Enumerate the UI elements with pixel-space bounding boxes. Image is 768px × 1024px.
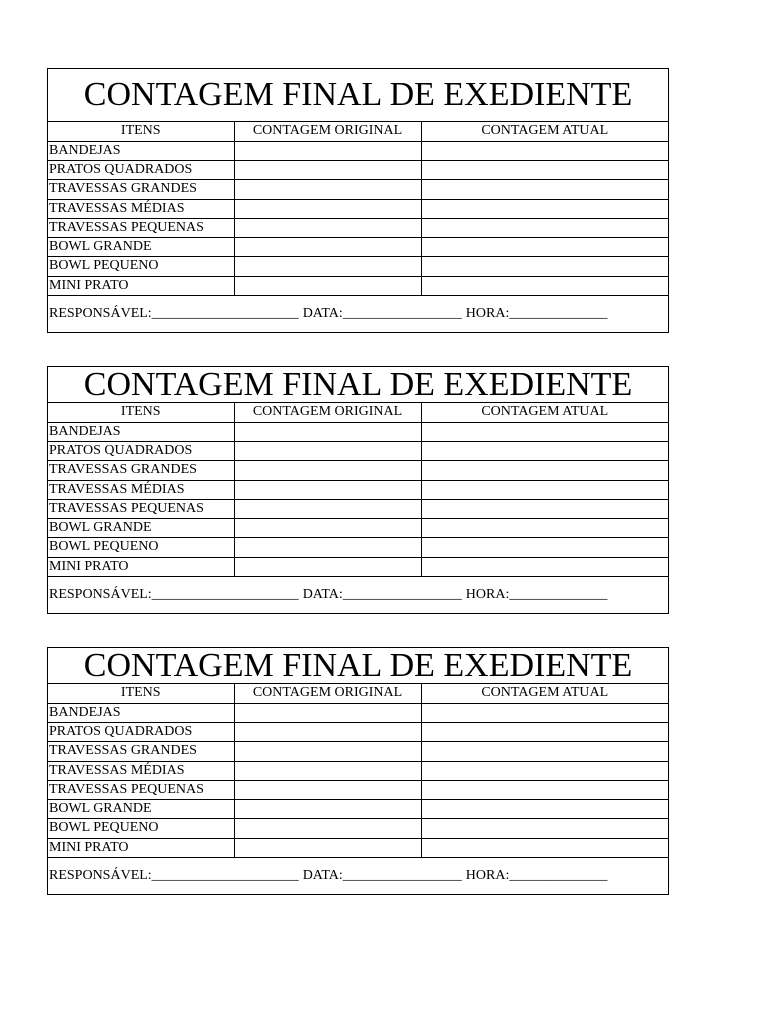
table-row (48, 257, 668, 276)
item-name: TRAVESSAS MÉDIAS (48, 199, 234, 218)
contagem-original-cell[interactable] (234, 838, 421, 857)
hora-field[interactable]: HORA:______________ (465, 586, 608, 602)
table-row (48, 442, 668, 461)
contagem-atual-cell[interactable] (421, 276, 668, 295)
table-row (48, 276, 668, 295)
item-name: BANDEJAS (48, 703, 234, 722)
contagem-atual-cell[interactable] (421, 442, 668, 461)
contagem-original-cell[interactable] (234, 761, 421, 780)
item-name: MINI PRATO (48, 838, 234, 857)
table-row (48, 422, 668, 441)
table-row (48, 499, 668, 518)
table-row (48, 218, 668, 237)
contagem-original-cell[interactable] (234, 461, 421, 480)
table-row (48, 238, 668, 257)
responsavel-field[interactable]: RESPONSÁVEL:_____________________ (49, 586, 299, 602)
contagem-original-cell[interactable] (234, 199, 421, 218)
table-row (48, 742, 668, 761)
contagem-atual-cell[interactable] (421, 218, 668, 237)
contagem-original-cell[interactable] (234, 538, 421, 557)
item-name: MINI PRATO (48, 276, 234, 295)
item-name: BOWL PEQUENO (48, 819, 234, 838)
item-name: TRAVESSAS PEQUENAS (48, 499, 234, 518)
count-table (48, 122, 668, 296)
contagem-atual-cell[interactable] (421, 519, 668, 538)
contagem-atual-cell[interactable] (421, 238, 668, 257)
item-name: BANDEJAS (48, 141, 234, 160)
contagem-original-cell[interactable] (234, 723, 421, 742)
table-row (48, 141, 668, 160)
responsavel-field[interactable]: RESPONSÁVEL:_____________________ (49, 305, 299, 321)
contagem-atual-cell[interactable] (421, 480, 668, 499)
data-field[interactable]: DATA:_________________ (302, 305, 462, 321)
item-name: TRAVESSAS GRANDES (48, 180, 234, 199)
table-row (48, 161, 668, 180)
hora-field[interactable]: HORA:______________ (465, 305, 608, 321)
contagem-atual-cell[interactable] (421, 499, 668, 518)
table-row (48, 838, 668, 857)
table-row (48, 703, 668, 722)
header-itens: ITENS (48, 122, 234, 141)
contagem-atual-cell[interactable] (421, 161, 668, 180)
contagem-atual-cell[interactable] (421, 199, 668, 218)
hora-field[interactable]: HORA:______________ (465, 867, 608, 883)
contagem-original-cell[interactable] (234, 557, 421, 576)
count-form-2 (47, 366, 669, 614)
header-row (48, 684, 668, 703)
contagem-atual-cell[interactable] (421, 819, 668, 838)
contagem-original-cell[interactable] (234, 480, 421, 499)
contagem-atual-cell[interactable] (421, 422, 668, 441)
count-form-1 (47, 68, 669, 333)
contagem-atual-cell[interactable] (421, 141, 668, 160)
contagem-original-cell[interactable] (234, 819, 421, 838)
contagem-atual-cell[interactable] (421, 838, 668, 857)
item-name: TRAVESSAS GRANDES (48, 742, 234, 761)
item-name: BANDEJAS (48, 422, 234, 441)
count-table (48, 684, 668, 858)
contagem-atual-cell[interactable] (421, 800, 668, 819)
header-contagem-atual: CONTAGEM ATUAL (421, 684, 668, 703)
item-name: PRATOS QUADRADOS (48, 161, 234, 180)
header-contagem-atual: CONTAGEM ATUAL (421, 403, 668, 422)
data-field[interactable]: DATA:_________________ (302, 586, 462, 602)
item-rows (48, 422, 668, 576)
table-row (48, 199, 668, 218)
contagem-original-cell[interactable] (234, 422, 421, 441)
contagem-original-cell[interactable] (234, 218, 421, 237)
item-name: BOWL GRANDE (48, 238, 234, 257)
contagem-original-cell[interactable] (234, 703, 421, 722)
table-row (48, 780, 668, 799)
header-row (48, 122, 668, 141)
item-name: TRAVESSAS MÉDIAS (48, 761, 234, 780)
header-itens: ITENS (48, 403, 234, 422)
item-name: TRAVESSAS PEQUENAS (48, 780, 234, 799)
contagem-original-cell[interactable] (234, 442, 421, 461)
header-itens: ITENS (48, 684, 234, 703)
contagem-atual-cell[interactable] (421, 557, 668, 576)
contagem-atual-cell[interactable] (421, 780, 668, 799)
data-field[interactable]: DATA:_________________ (302, 867, 462, 883)
contagem-atual-cell[interactable] (421, 538, 668, 557)
contagem-original-cell[interactable] (234, 742, 421, 761)
header-row (48, 403, 668, 422)
form-title: CONTAGEM FINAL DE EXEDIENTE (48, 367, 668, 403)
contagem-atual-cell[interactable] (421, 461, 668, 480)
item-name: BOWL GRANDE (48, 800, 234, 819)
contagem-atual-cell[interactable] (421, 723, 668, 742)
item-name: BOWL PEQUENO (48, 257, 234, 276)
contagem-atual-cell[interactable] (421, 703, 668, 722)
responsavel-field[interactable]: RESPONSÁVEL:_____________________ (49, 867, 299, 883)
table-row (48, 557, 668, 576)
item-name: MINI PRATO (48, 557, 234, 576)
contagem-atual-cell[interactable] (421, 742, 668, 761)
contagem-original-cell[interactable] (234, 257, 421, 276)
table-row (48, 723, 668, 742)
table-row (48, 819, 668, 838)
table-row (48, 800, 668, 819)
table-row (48, 519, 668, 538)
item-name: BOWL PEQUENO (48, 538, 234, 557)
contagem-original-cell[interactable] (234, 161, 421, 180)
table-row (48, 761, 668, 780)
contagem-original-cell[interactable] (234, 519, 421, 538)
contagem-original-cell[interactable] (234, 238, 421, 257)
contagem-original-cell[interactable] (234, 499, 421, 518)
table-row (48, 180, 668, 199)
item-name: TRAVESSAS GRANDES (48, 461, 234, 480)
header-contagem-original: CONTAGEM ORIGINAL (234, 403, 421, 422)
item-rows (48, 703, 668, 857)
form-title: CONTAGEM FINAL DE EXEDIENTE (48, 69, 668, 122)
item-name: TRAVESSAS PEQUENAS (48, 218, 234, 237)
item-name: PRATOS QUADRADOS (48, 442, 234, 461)
table-row (48, 480, 668, 499)
item-name: BOWL GRANDE (48, 519, 234, 538)
count-table (48, 403, 668, 577)
contagem-original-cell[interactable] (234, 800, 421, 819)
item-name: TRAVESSAS MÉDIAS (48, 480, 234, 499)
contagem-atual-cell[interactable] (421, 761, 668, 780)
table-row (48, 538, 668, 557)
form-footer (48, 858, 668, 894)
count-form-3 (47, 647, 669, 895)
contagem-atual-cell[interactable] (421, 180, 668, 199)
header-contagem-atual: CONTAGEM ATUAL (421, 122, 668, 141)
form-footer (48, 296, 668, 332)
contagem-original-cell[interactable] (234, 141, 421, 160)
form-footer (48, 577, 668, 613)
contagem-original-cell[interactable] (234, 180, 421, 199)
contagem-original-cell[interactable] (234, 276, 421, 295)
item-rows (48, 141, 668, 295)
contagem-original-cell[interactable] (234, 780, 421, 799)
header-contagem-original: CONTAGEM ORIGINAL (234, 684, 421, 703)
form-title: CONTAGEM FINAL DE EXEDIENTE (48, 648, 668, 684)
header-contagem-original: CONTAGEM ORIGINAL (234, 122, 421, 141)
item-name: PRATOS QUADRADOS (48, 723, 234, 742)
contagem-atual-cell[interactable] (421, 257, 668, 276)
table-row (48, 461, 668, 480)
